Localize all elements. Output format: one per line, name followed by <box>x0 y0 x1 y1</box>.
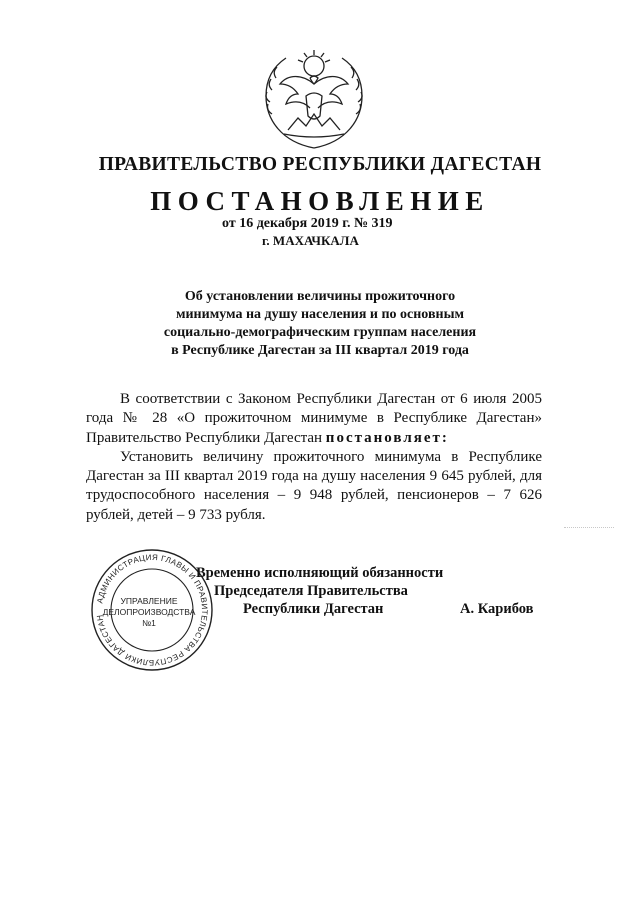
stamp-line-1: УПРАВЛЕНИЕ <box>120 596 178 606</box>
document-city: г. МАХАЧКАЛА <box>262 233 359 248</box>
coat-of-arms-icon <box>258 44 370 152</box>
stamp-line-3: №1 <box>142 618 156 628</box>
paragraph-preamble <box>86 390 542 448</box>
document-subject <box>100 288 540 360</box>
subject-line: социально-демографическим группам населения <box>163 325 477 340</box>
preamble-text: В соответствии с Законом Республики Дагестан от 6 июля 2005 года № 28 «О прожиточном минимуме в Республике Дагестан» Правительство Республики Дагестан <box>86 391 542 446</box>
subject-line: минимума на душу населения и по основным <box>175 307 465 322</box>
stamp-line-2: ДЕЛОПРОИЗВОДСТВА <box>102 607 196 617</box>
document-body <box>86 390 542 525</box>
subject-line: Об установлении величины прожиточного <box>184 289 456 304</box>
document-type: ПОСТАНОВЛЕНИЕ <box>150 186 490 216</box>
scan-artifact <box>564 527 614 530</box>
paragraph-resolution: Установить величину прожиточного минимума в Республике Дагестан за III квартал 2019 года на душу населения 9 645 рублей, для трудоспособного населения – 9 948 рублей, пенсионеров – 7 626 рублей, детей – 9 733 рубля. <box>86 448 542 523</box>
document-date-number: от 16 декабря 2019 г. № 319 <box>222 216 393 231</box>
signatory-name: А. Карибов <box>460 601 534 617</box>
government-title: ПРАВИТЕЛЬСТВО РЕСПУБЛИКИ ДАГЕСТАН <box>98 154 542 175</box>
stamp-outer-text: АДМИНИСТРАЦИЯ ГЛАВЫ И ПРАВИТЕЛЬСТВА РЕСПУБЛИКИ ДАГЕСТАН <box>95 552 210 668</box>
signatory-title-1: Временно исполняющий обязанности <box>196 565 444 581</box>
subject-line: в Республике Дагестан за III квартал 2019 года <box>171 343 469 358</box>
signatory-title-3: Республики Дагестан <box>243 601 384 617</box>
signatory-title-2: Председателя Правительства <box>214 583 408 599</box>
resolution-keyword: постановляет: <box>325 429 449 446</box>
